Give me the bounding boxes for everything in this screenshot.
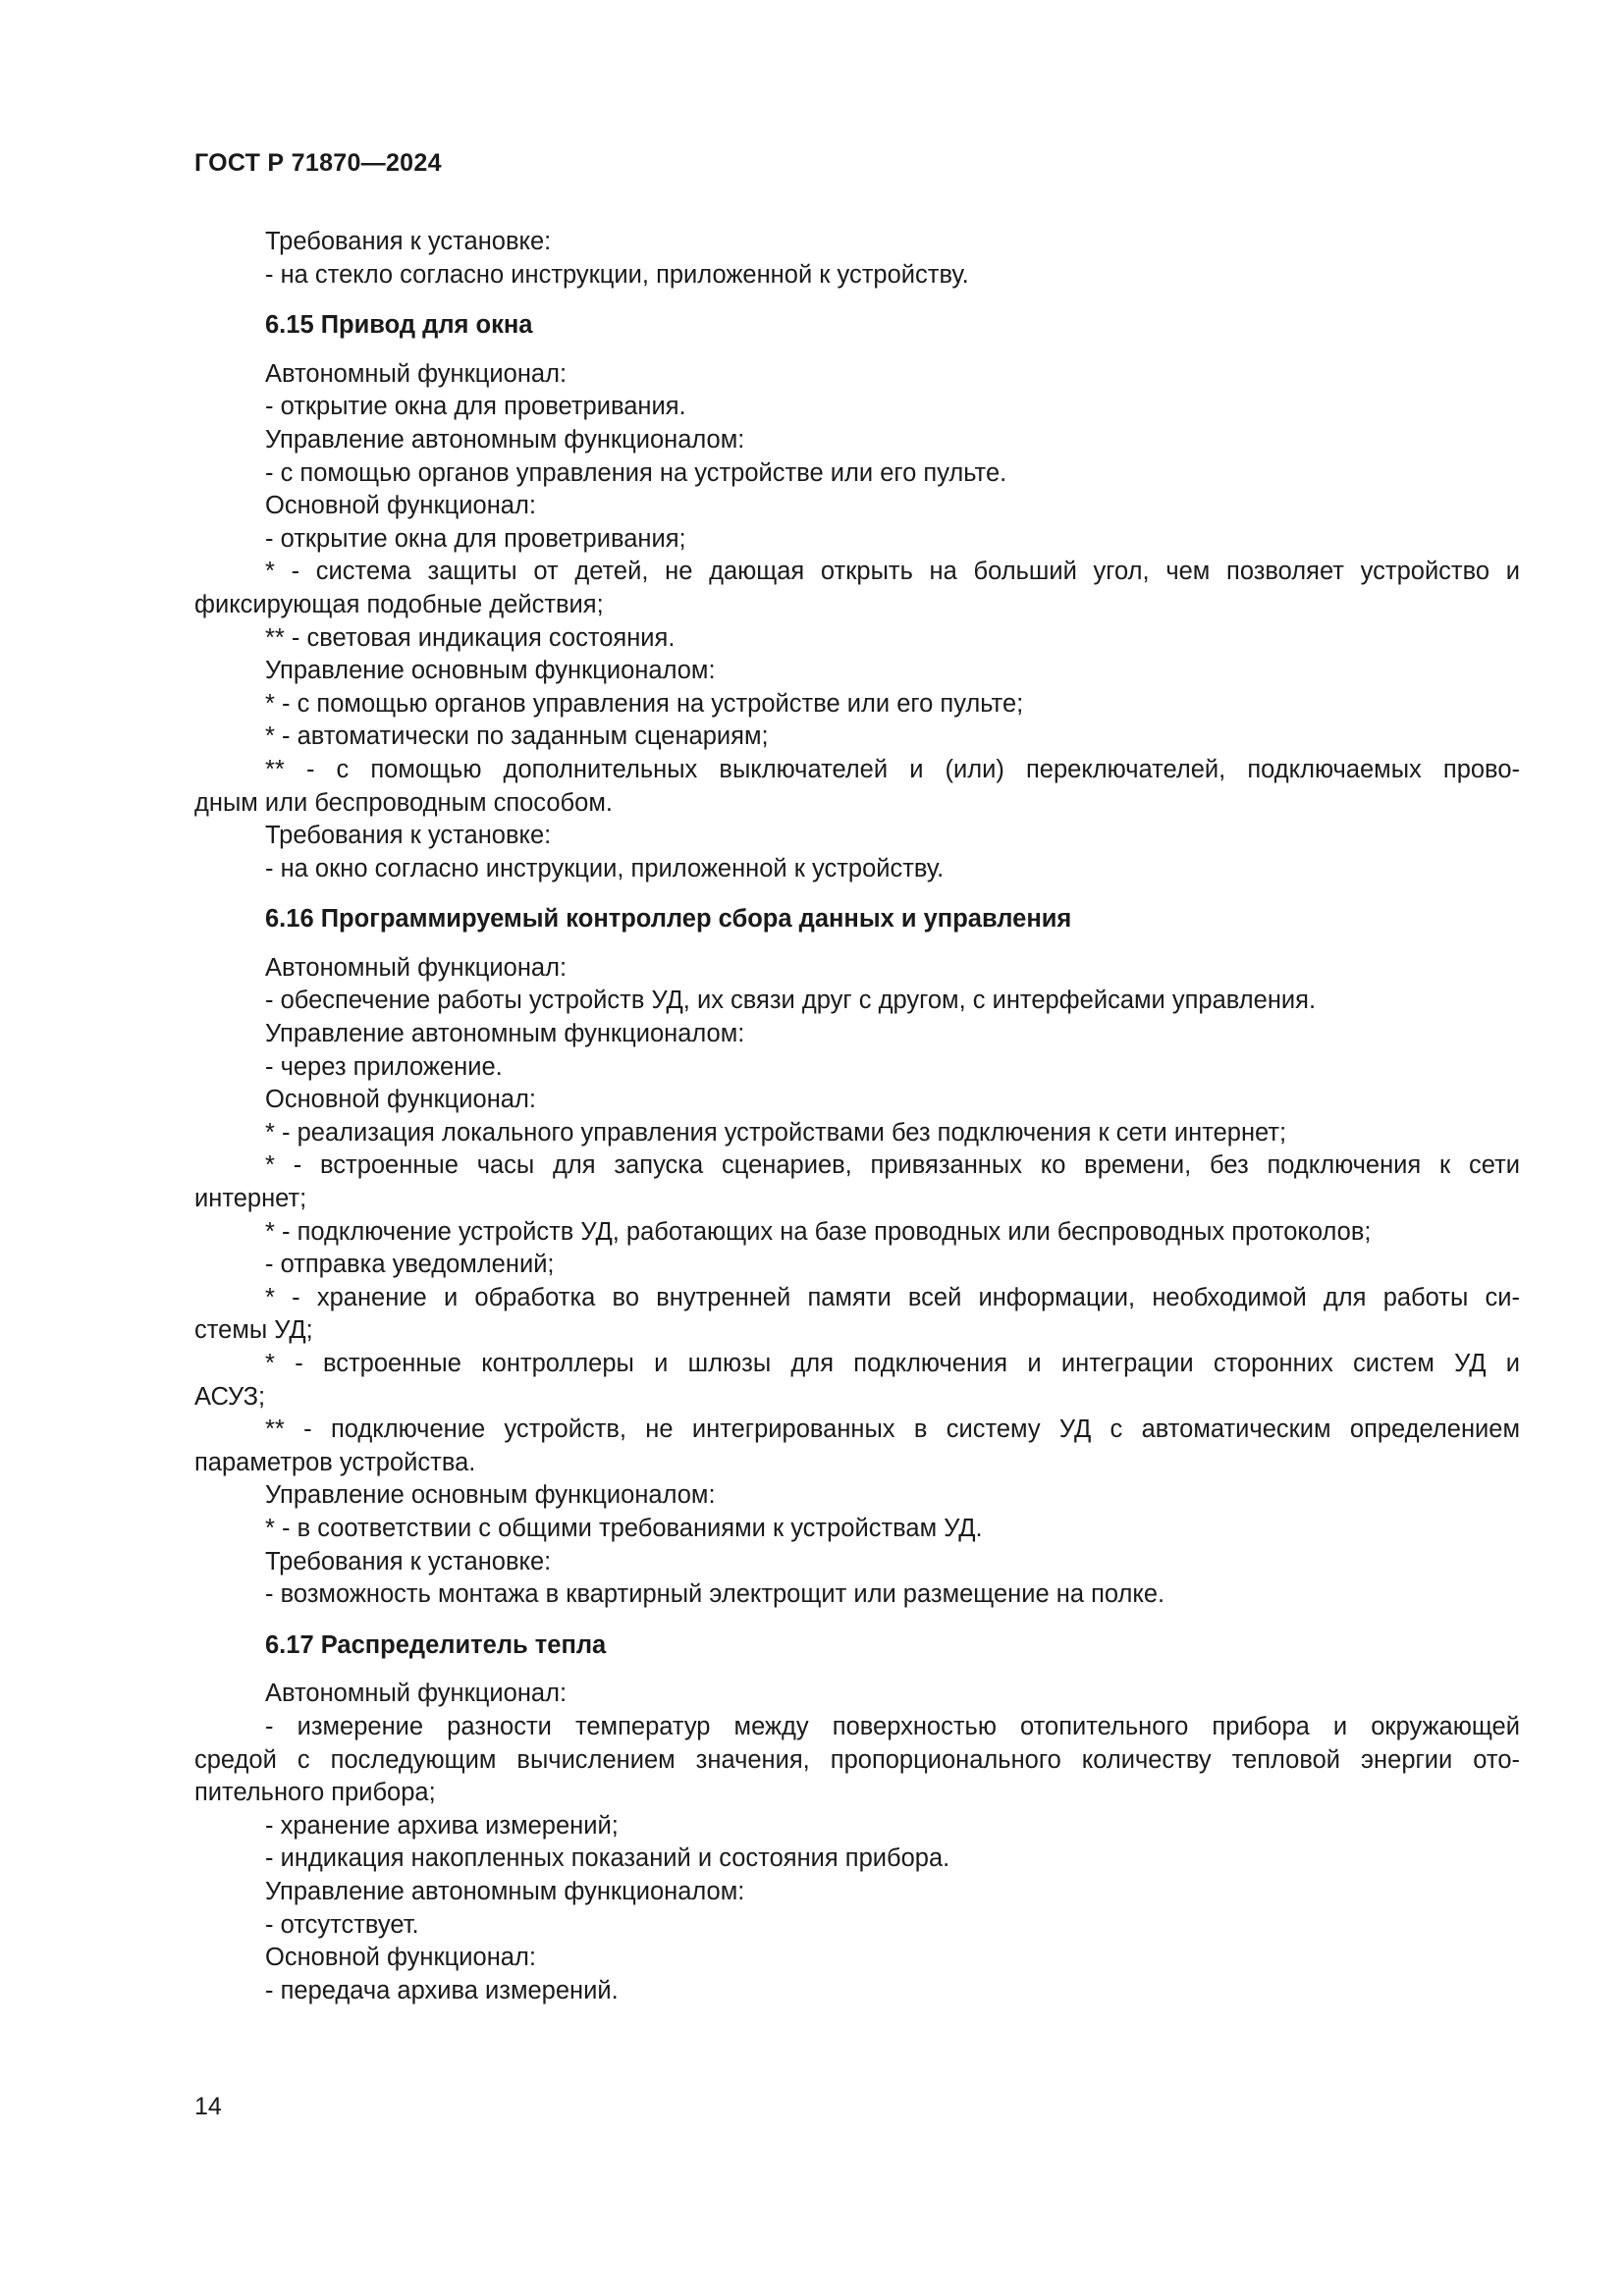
paragraph-line: ** - световая индикация состояния. <box>265 623 676 652</box>
paragraph-continuation: интернет; <box>194 1185 307 1213</box>
paragraph-line: * - хранение и обработка во внутренней памяти всей информации, необходимой для работы си- <box>265 1283 1520 1311</box>
document-code-header: ГОСТ Р 71870—2024 <box>194 149 442 177</box>
paragraph-continuation: параметров устройства. <box>194 1448 476 1476</box>
paragraph-line: - возможность монтажа в квартирный электрощит или размещение на полке. <box>265 1580 1165 1609</box>
section-heading: 6.17 Распределитель тепла <box>265 1630 607 1659</box>
paragraph-line: - индикация накопленных показаний и состояния прибора. <box>265 1844 950 1873</box>
paragraph-line: Основной функционал: <box>265 1086 536 1114</box>
paragraph-line: * - встроенные часы для запуска сценариев, привязанных ко времени, без подключения к сети <box>265 1151 1520 1180</box>
paragraph-line: Автономный функционал: <box>265 1680 568 1708</box>
paragraph-line: - на стекло согласно инструкции, приложенной к устройству. <box>265 260 969 289</box>
paragraph-line: - отсутствует. <box>265 1910 419 1939</box>
paragraph-line: - с помощью органов управления на устройстве или его пульте. <box>265 458 1007 487</box>
paragraph-line: * - с помощью органов управления на устройстве или его пульте; <box>265 689 1024 718</box>
paragraph-line: - передача архива измерений. <box>265 1976 619 2004</box>
paragraph-line: Требования к установке: <box>265 1547 552 1575</box>
paragraph-line: * - автоматически по заданным сценариям; <box>265 722 769 751</box>
paragraph-line: ** - подключение устройств, не интегрированных в систему УД с автоматическим определением <box>265 1415 1520 1444</box>
paragraph-line: Основной функционал: <box>265 1944 536 1972</box>
paragraph-line: Управление автономным функционалом: <box>265 1020 745 1048</box>
paragraph-line: Управление автономным функционалом: <box>265 1877 745 1905</box>
paragraph-continuation: пительного прибора; <box>194 1779 436 1807</box>
section-heading: 6.16 Программируемый контроллер сбора данных и управления <box>265 905 1072 934</box>
paragraph-line: - открытие окна для проветривания. <box>265 393 686 421</box>
paragraph-line: Управление основным функционалом: <box>265 657 716 685</box>
paragraph-line: - обеспечение работы устройств УД, их связи друг с другом, с интерфейсами управления. <box>265 987 1317 1015</box>
paragraph-line: Основной функционал: <box>265 492 536 520</box>
paragraph-line: - отправка уведомлений; <box>265 1251 555 1279</box>
paragraph-continuation: фиксирующая подобные действия; <box>194 590 604 618</box>
paragraph-line: * - система защиты от детей, не дающая открыть на больший угол, чем позволяет устройство и <box>265 558 1520 586</box>
paragraph-line: * - встроенные контроллеры и шлюзы для подключения и интеграции сторонних систем УД и <box>265 1350 1520 1377</box>
paragraph-line: - на окно согласно инструкции, приложенной к устройству. <box>265 854 945 882</box>
paragraph-line: * - в соответствии с общими требованиями к устройствам УД. <box>265 1514 983 1542</box>
paragraph-line: Автономный функционал: <box>265 359 568 388</box>
paragraph-line: * - реализация локального управления устройствами без подключения к сети интернет; <box>265 1118 1287 1147</box>
paragraph-line: Автономный функционал: <box>265 953 568 982</box>
paragraph-line: - измерение разности температур между поверхностью отопительного прибора и окружающей <box>265 1712 1520 1740</box>
paragraph-line: * - подключение устройств УД, работающих на базе проводных или беспроводных протоколов; <box>265 1217 1372 1246</box>
paragraph-line: - через приложение. <box>265 1052 503 1081</box>
paragraph-line: Управление автономным функционалом: <box>265 425 745 454</box>
paragraph-line: Требования к установке: <box>265 822 552 850</box>
section-heading: 6.15 Привод для окна <box>265 311 533 340</box>
paragraph-continuation: дным или беспроводным способом. <box>194 788 613 817</box>
paragraph-line: - хранение архива измерений; <box>265 1811 619 1840</box>
paragraph-line: ** - с помощью дополнительных выключателей и (или) переключателей, подключаемых прово- <box>265 755 1520 783</box>
page-number: 14 <box>194 2093 222 2120</box>
paragraph-line: Управление основным функционалом: <box>265 1481 716 1510</box>
document-body <box>194 226 1520 2007</box>
paragraph-continuation: стемы УД; <box>194 1316 313 1345</box>
paragraph-line: - открытие окна для проветривания; <box>265 524 686 553</box>
paragraph-line: Требования к установке: <box>265 228 552 255</box>
paragraph-continuation: средой с последующим вычислением значения, пропорционального количеству тепловой энергии ото- <box>194 1745 1520 1774</box>
paragraph-continuation: АСУЗ; <box>194 1382 266 1411</box>
